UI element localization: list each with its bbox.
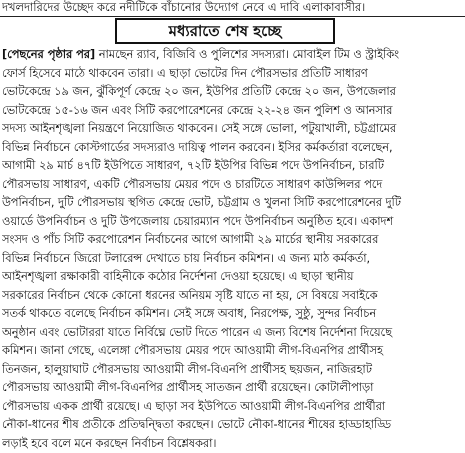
headline-box [115,18,335,44]
body-line: সংসদ ও পাঁচ সিটি করপোরেশন নির্বাচনের আগে আগামী ২৯ মার্চের স্থানীয় সরকারের [2,231,463,250]
body-line: সদস্য আইনশৃঙ্খলা নিয়ন্ত্রণে নিয়োজিত থাকবেন। সেই সঙ্গে ভোলা, পটুয়াখালী, চট্টগ্রামের [2,120,463,139]
body-line: অনুষ্ঠান এবং ভোটাররা যাতে নির্বিঘ্নে ভোট দিতে পারেন এ জন্য বিশেষ নির্দেশনা দিয়েছে [2,324,463,343]
body-line: সতর্ক থাকতে বলেছে নির্বাচন কমিশন। সেই সঙ্গে অবাধ, নিরপেক্ষ, সুষ্ঠু, সুন্দর নির্বাচন [2,305,463,324]
body-line [2,46,463,65]
body-line: সরকারের নির্বাচন থেকে কোনো ধরনের অনিয়ম সৃষ্টি যাতে না হয়, সে বিষয়ে সবাইকে [2,287,463,306]
body-line: আগামী ২৯ মার্চ ৪৭টি ইউপিতে সাধারণ, ৭২টি ইউপির বিভিন্ন পদে উপনির্বাচন, চারটি [2,157,463,176]
body-line: উপনির্বাচন, দুটি পৌরসভায় স্থগিত কেন্দ্রে ভোট, চট্টগ্রাম ও খুলনা সিটি করপোরেশনের দুটি [2,194,463,213]
article-body [2,46,463,453]
body-line: পৌরসভায় আওয়ামী লীগ-বিএনপির প্রার্থীসহ সাতজন প্রার্থী রয়েছেন। কোটালীপাড়া [2,379,463,398]
body-line-text: নামছেন র‍্যাব, বিজিবি ও পুলিশের সদস্যরা। মোবাইল টিম ও স্ট্রাইকিং [95,48,399,61]
body-line: ফোর্স হিসেবে মাঠে থাকবেন তারা। এ ছাড়া ভোটের দিন পৌরসভার প্রতিটি সাধারণ [2,65,463,84]
body-line: ওয়ার্ডে উপনির্বাচন ও দুটি উপজেলায় চেয়ারম্যান পদে উপনির্বাচন অনুষ্ঠিত হবে। একাদশ [2,213,463,232]
body-line: কমিশন। জানা গেছে, এলেঙ্গা পৌরসভায় মেয়র পদে আওয়ামী লীগ-বিএনপির প্রার্থীসহ [2,342,463,361]
body-line: বিভিন্ন নির্বাচনে কোস্টগার্ডের সদস্যরাও দায়িত্ব পালন করবেন। ইসির কর্মকর্তারা বলেছেন, [2,139,463,158]
body-line: তিনজন, হালুয়াঘাট পৌরসভায় আওয়ামী লীগ-বিএনপি প্রার্থীসহ ছয়জন, নাজিরহাট [2,361,463,380]
body-line: পৌরসভায় একক প্রার্থী রয়েছে। এ ছাড়া সব ইউপিতে আওয়ামী লীগ-বিএনপির প্রার্থীরা [2,398,463,417]
body-line: আইনশৃঙ্খলা রক্ষাকারী বাহিনীকে কঠোর নির্দেশনা দেওয়া হয়েছে। এ ছাড়া স্থানীয় [2,268,463,287]
previous-article-last-line: দখলদারিদের উচ্ছেদ করে নদীটিকে বাঁচানোর উদ্যোগ নেবে এ দাবি এলাকাবাসীর। [2,0,463,15]
body-line: নৌকা-ধানের শীষ প্রতীকে প্রতিদ্বন্দ্বিতা করছেন। ভোটে নৌকা-ধানের শীষের হাড্ডাহাড্ডি [2,416,463,435]
body-line: ভোটকেন্দ্রে ১৯ জন, ঝুঁকিপূর্ণ কেন্দ্রে ২০ জন, ইউপির প্রতিটি কেন্দ্রে ২০ জন, উপজেলার [2,83,463,102]
continuation-tag: [পেছনের পৃষ্ঠার পর] [2,48,95,61]
body-line: বিভিন্ন নির্বাচনে জিরো টলারেন্স দেখাতে চায় নির্বাচন কমিশন। এ জন্য মাঠ কর্মকর্তা, [2,250,463,269]
body-line: ভোটকেন্দ্রে ১৫-১৬ জন এবং সিটি করপোরেশনের কেন্দ্রে ২২-২৪ জন পুলিশ ও আনসার [2,102,463,121]
body-line: পৌরসভায় সাধারণ, একটি পৌরসভায় মেয়র পদে ও চারটিতে সাধারণ কাউন্সিলর পদে [2,176,463,195]
divider-rule [0,16,465,17]
body-line: লড়াই হবে বলে মনে করছেন নির্বাচন বিশ্লেষকরা। [2,435,463,453]
headline: মধ্যরাতে শেষ হচ্ছে [169,24,282,39]
